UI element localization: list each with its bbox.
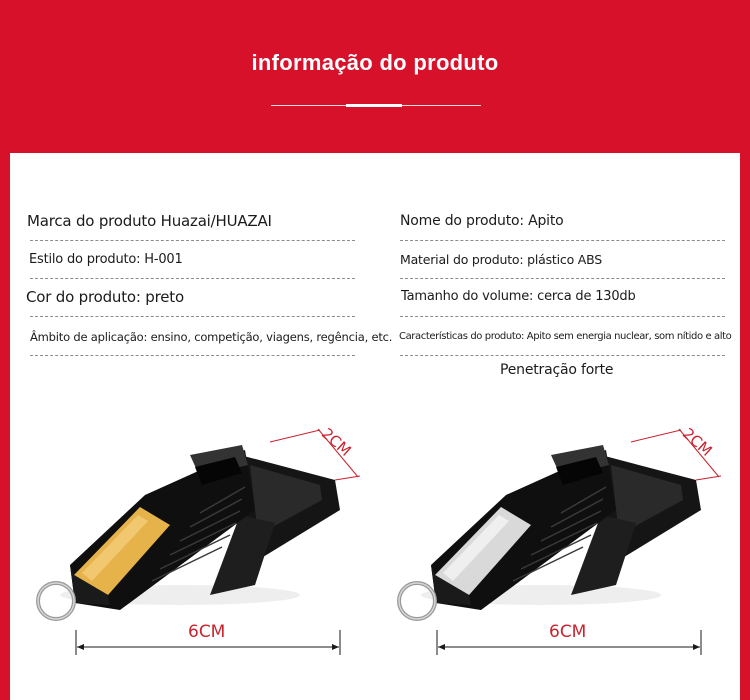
spec-divider: [30, 240, 355, 241]
spec-volume: Tamanho do volume: cerca de 130db: [401, 289, 636, 304]
spec-divider: [30, 278, 355, 279]
spec-divider: [30, 355, 355, 356]
page-title: informação do produto: [251, 50, 499, 75]
spec-divider: [400, 278, 725, 279]
width-dimension: [76, 622, 340, 655]
spec-features-continued: Penetração forte: [500, 362, 614, 378]
whistle-gold-illustration: [30, 405, 370, 660]
spec-divider: [400, 316, 725, 317]
spec-application: Âmbito de aplicação: ensino, competição, viagens, regência, etc.: [30, 330, 393, 344]
header-divider-accent: [346, 104, 402, 107]
spec-divider: [30, 316, 355, 317]
spec-style: Estilo do produto: H-001: [29, 252, 183, 267]
height-label: 2CM: [318, 424, 355, 460]
height-label: 2CM: [679, 424, 716, 460]
spec-brand: Marca do produto Huazai/HUAZAI: [27, 212, 272, 230]
width-label: 6CM: [549, 622, 587, 642]
spec-name: Nome do produto: Apito: [400, 213, 564, 229]
whistle-silver-illustration: [391, 405, 731, 660]
whistle-silver-image: [399, 445, 701, 619]
spec-features: Características do produto: Apito sem energia nuclear, som nítido e alto: [399, 331, 732, 342]
width-label: 6CM: [188, 622, 226, 642]
whistle-gold-image: [38, 445, 340, 619]
spec-color: Cor do produto: preto: [26, 288, 184, 306]
width-dimension: [437, 622, 701, 655]
spec-divider: [400, 355, 725, 356]
spec-material: Material do produto: plástico ABS: [400, 252, 603, 267]
spec-divider: [400, 240, 725, 241]
